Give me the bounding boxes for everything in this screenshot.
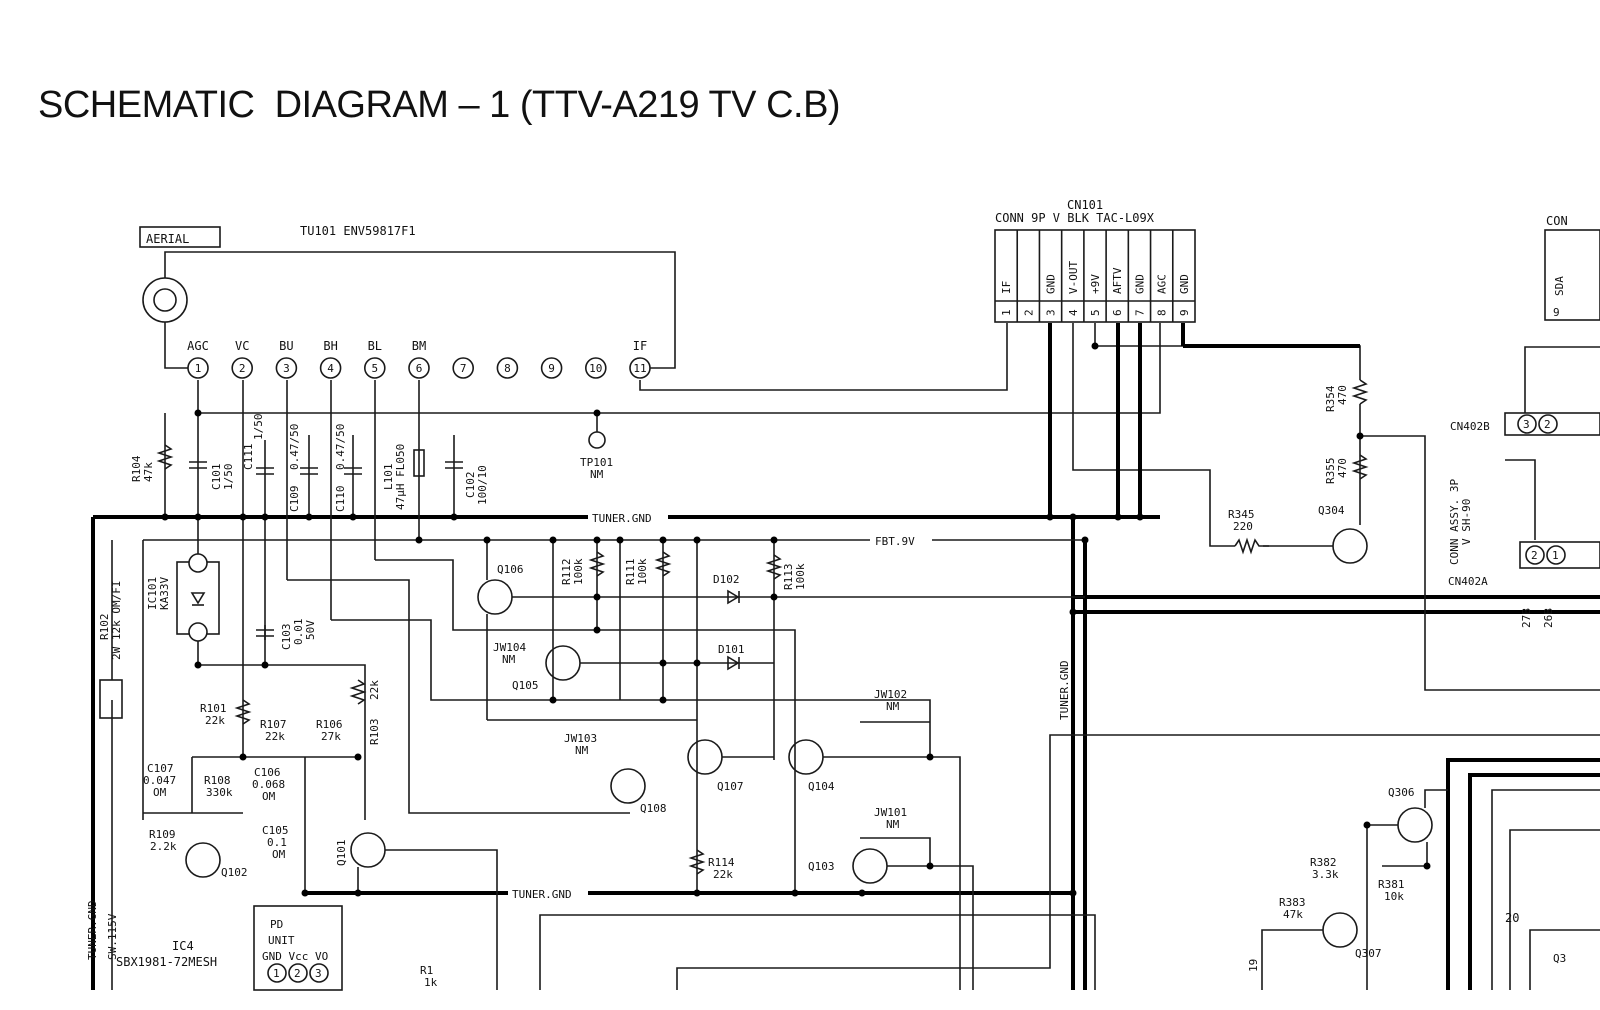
cn101-desc: CONN 9P V BLK TAC-L09X	[995, 211, 1154, 225]
tuner-pin-num: 3	[283, 362, 290, 375]
cn101-pin-num: 1	[1000, 309, 1014, 316]
q101-ref: Q101	[335, 839, 348, 866]
cn101-pin-label: GND	[1133, 274, 1147, 294]
c110-ref: C110	[334, 485, 347, 512]
q102-symbol	[186, 843, 220, 877]
pd-pins: GND Vcc VO	[262, 950, 329, 963]
q101-symbol	[351, 833, 385, 867]
tuner-pin-num: 5	[371, 362, 379, 375]
c101-val: 1/50	[222, 463, 235, 490]
r382-val: 3.3k	[1312, 868, 1339, 881]
cn101-pin-num: 9	[1177, 309, 1191, 316]
jw101-val: NM	[886, 818, 900, 831]
q306-symbol	[1398, 808, 1432, 842]
q103-symbol	[853, 849, 887, 883]
q108-ref: Q108	[640, 802, 667, 815]
tuner-pin-num: 7	[459, 362, 467, 375]
tuner-pins	[187, 339, 650, 378]
c107-om: OM	[153, 786, 167, 799]
q108-symbol	[611, 769, 645, 803]
c111-ref: C111	[242, 443, 255, 470]
q304-symbol	[1333, 529, 1367, 563]
cn101-pin-num: 5	[1089, 309, 1102, 316]
tuner-pin-label: BU	[279, 339, 294, 353]
r104-val: 47k	[142, 462, 155, 482]
q3x: Q3	[1553, 952, 1567, 965]
c106-ref: C106	[254, 766, 281, 779]
r106-ref: R106	[316, 718, 343, 731]
tuner-pin-label: AGC	[187, 339, 209, 353]
conn-assy-label: CONN ASSY. 3P	[1448, 478, 1461, 565]
cn402b-ref: CN402B	[1450, 420, 1490, 433]
cn402a-ref: CN402A	[1448, 575, 1488, 588]
conn-assy-label2: V SH-90	[1460, 498, 1473, 545]
c103-volt: 50V	[304, 620, 317, 640]
d102-ref: D102	[713, 573, 740, 586]
ic101-ref: IC101	[146, 576, 159, 610]
tuner-pin-num: 4	[327, 362, 334, 375]
r113-val: 100k	[794, 563, 807, 590]
cn101-pin-label: GND	[1177, 274, 1191, 294]
cn101-pin-label: +9V	[1089, 274, 1102, 294]
c102-ref: C102	[464, 471, 477, 498]
r355-val: 470	[1336, 458, 1349, 478]
ic101-val: KA33V	[158, 576, 171, 610]
cn101-pin-label: AGC	[1155, 274, 1169, 294]
r345-val: 220	[1233, 520, 1253, 533]
tuner-pin-num: 2	[238, 362, 246, 375]
svg-text:2: 2	[294, 967, 301, 980]
r383-ref: R383	[1279, 896, 1306, 909]
r112-val: 100k	[572, 558, 585, 585]
net-tuner-gnd-v: TUNER.GND	[1058, 660, 1071, 720]
r107-val: 22k	[265, 730, 285, 743]
net-tuner-gnd-v2: TUNER.GND	[86, 900, 99, 960]
cn101-pin-num: 7	[1133, 309, 1147, 316]
r101-val: 22k	[205, 714, 225, 727]
c106-val: 0.068	[252, 778, 286, 791]
q106-symbol	[478, 580, 512, 614]
q107-symbol	[688, 740, 722, 774]
r114-val: 22k	[713, 868, 733, 881]
r101-ref: R101	[200, 702, 227, 715]
cn101-pin-label: V-OUT	[1066, 260, 1080, 294]
q304-ref: Q304	[1318, 504, 1345, 517]
q106-ref: Q106	[497, 563, 524, 576]
tuner-pin-num: 11	[633, 362, 647, 375]
q107-ref: Q107	[717, 780, 744, 793]
cn101-ref: CN101	[1067, 198, 1104, 212]
jw101-ref: JW101	[874, 806, 908, 819]
tuner-pin-label: BM	[411, 339, 427, 353]
tuner-pin-label: BL	[367, 339, 383, 353]
edge-sda: SDA	[1553, 276, 1566, 296]
svg-text:1: 1	[1552, 549, 1559, 562]
cn101-pin-num: 8	[1155, 309, 1169, 316]
r355-ref: R355	[1324, 457, 1337, 484]
edge-pin9: 9	[1553, 306, 1560, 319]
c103-val: 0.01	[292, 618, 305, 645]
cn101-pin-num: 2	[1022, 309, 1036, 316]
tp101-val: NM	[590, 468, 604, 481]
pd-ref: PD	[270, 918, 284, 931]
c103-ref: C103	[280, 623, 293, 650]
tuner-pin-num: 1	[194, 362, 202, 375]
r108-ref: R108	[204, 774, 231, 787]
tuner-name: TU101 ENV59817F1	[300, 224, 416, 238]
q105-symbol	[546, 646, 580, 680]
jw102-val: NM	[886, 700, 900, 713]
tp101-ref: TP101	[580, 456, 614, 469]
pin19: 19	[1247, 958, 1260, 972]
ic4-part: SBX1981-72MESH	[116, 955, 218, 969]
l101-val: 47μH FL050	[394, 443, 407, 510]
cn101-pin-num: 4	[1066, 309, 1080, 316]
svg-text:3: 3	[1523, 418, 1530, 431]
r102-body	[100, 680, 122, 718]
svg-text:2: 2	[1531, 549, 1538, 562]
d101-ref: D101	[718, 643, 745, 656]
tuner-pin-num: 9	[548, 362, 555, 375]
r382-ref: R382	[1310, 856, 1337, 869]
r112-ref: R112	[560, 558, 573, 585]
r1-val: 1k	[424, 976, 438, 989]
tuner-pin-num: 8	[504, 362, 511, 375]
c101-ref: C101	[210, 463, 223, 490]
q104-symbol	[789, 740, 823, 774]
svg-text:1: 1	[273, 967, 280, 980]
pin27: 27B	[1520, 608, 1533, 628]
r109-val: 2.2k	[150, 840, 177, 853]
r109-ref: R109	[149, 828, 176, 841]
tuner-pin-label: IF	[632, 339, 648, 353]
r1-ref: R1	[420, 964, 434, 977]
net-tuner-gnd: TUNER.GND	[592, 512, 652, 525]
r345-ref: R345	[1228, 508, 1255, 521]
tuner-pin-num: 6	[415, 362, 423, 375]
r113-ref: R113	[782, 563, 795, 590]
cn101-pins	[1000, 230, 1191, 322]
tp101	[589, 432, 605, 448]
jw103-ref: JW103	[564, 732, 598, 745]
r103-ref: R103	[368, 718, 381, 745]
antenna-jack	[143, 278, 187, 322]
ic4-ref: IC4	[172, 939, 194, 953]
c105-om: OM	[272, 848, 286, 861]
tuner-pin-label: BH	[323, 339, 338, 353]
tuner-pin-num: 10	[589, 362, 603, 375]
c111-val: 1/50	[252, 413, 265, 440]
aerial-label: AERIAL	[146, 232, 190, 246]
jw103-val: NM	[575, 744, 589, 757]
r354-ref: R354	[1324, 385, 1337, 412]
r381-val: 10k	[1384, 890, 1404, 903]
r108-val: 330k	[206, 786, 233, 799]
c105-val: 0.1	[267, 836, 287, 849]
r111-val: 100k	[636, 558, 649, 585]
r104-ref: R104	[130, 455, 143, 482]
l101-ref: L101	[382, 463, 395, 490]
c107-val: 0.047	[143, 774, 177, 787]
cn101-pin-label: GND	[1044, 274, 1058, 294]
net-tuner-gnd-2: TUNER.GND	[512, 888, 572, 901]
pin26: 26B	[1542, 608, 1555, 628]
page-title: SCHEMATIC DIAGRAM – 1 (TTV-A219 TV C.B)	[38, 84, 841, 126]
c106-om: OM	[262, 790, 276, 803]
jw104-ref: JW104	[493, 641, 527, 654]
r111-ref: R111	[624, 558, 637, 585]
r354-val: 470	[1336, 385, 1349, 405]
c109-ref: C109	[288, 485, 301, 512]
edge-conn: CON	[1546, 214, 1568, 228]
r103-val: 22k	[368, 680, 381, 700]
net-fbt9v: FBT.9V	[875, 535, 915, 548]
cn101-pin-label: IF	[1000, 280, 1014, 294]
pd-unit-label: UNIT	[268, 934, 295, 947]
q307-ref: Q307	[1355, 947, 1382, 960]
q104-ref: Q104	[808, 780, 835, 793]
cn101-pin-label: AFTV	[1111, 267, 1125, 294]
c107-ref: C107	[147, 762, 174, 775]
q105-ref: Q105	[512, 679, 539, 692]
cn101-pin-num: 6	[1111, 309, 1125, 316]
r383-val: 47k	[1283, 908, 1303, 921]
tuner-pin-label: VC	[234, 339, 250, 353]
q307-symbol	[1323, 913, 1357, 947]
r381-ref: R381	[1378, 878, 1405, 891]
svg-text:3: 3	[315, 967, 322, 980]
r102-val: 2W 12k OM/FI	[110, 580, 123, 660]
r114-ref: R114	[708, 856, 735, 869]
c110-val: 0.47/50	[334, 423, 347, 470]
r106-val: 27k	[321, 730, 341, 743]
c105-ref: C105	[262, 824, 289, 837]
c102-val: 100/10	[476, 465, 489, 505]
cn101-pin-num: 3	[1044, 309, 1058, 316]
q102-ref: Q102	[221, 866, 248, 879]
jw104-val: NM	[502, 653, 516, 666]
c109-val: 0.47/50	[288, 423, 301, 470]
q103-ref: Q103	[808, 860, 835, 873]
pin20: 20	[1505, 911, 1520, 925]
net-sw115v: SW.115V	[106, 913, 119, 960]
jw102-ref: JW102	[874, 688, 908, 701]
svg-text:2: 2	[1544, 418, 1551, 431]
r102-ref: R102	[98, 613, 111, 640]
r107-ref: R107	[260, 718, 287, 731]
q306-ref: Q306	[1388, 786, 1415, 799]
